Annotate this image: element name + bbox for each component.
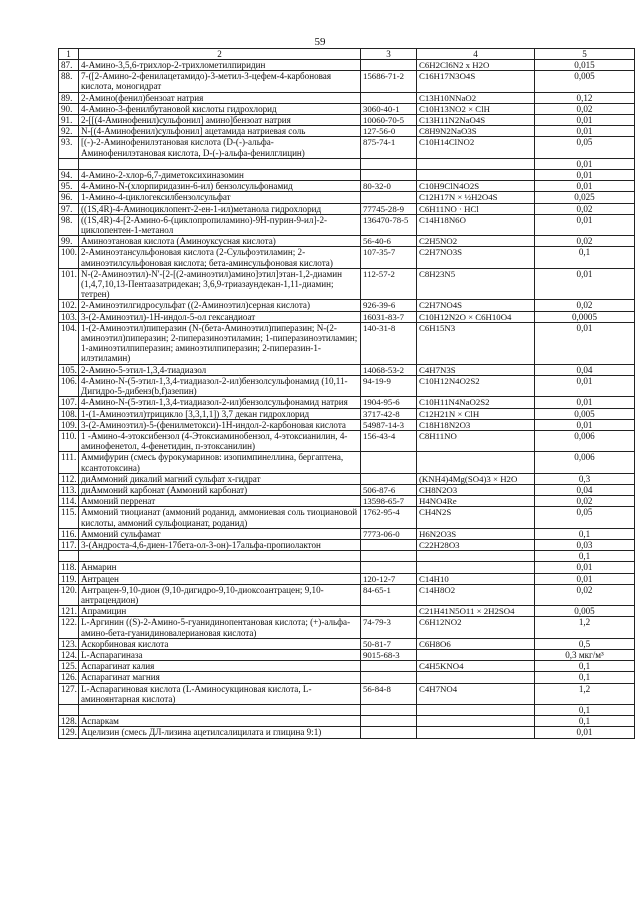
cas-number: 156-43-4 xyxy=(361,430,417,451)
limit-value: 0,01 xyxy=(535,419,635,430)
table-row xyxy=(59,617,635,638)
chemical-formula: C6H2Cl6N2 x H2O xyxy=(417,60,535,71)
chemical-formula: C8H9N2NaO3S xyxy=(417,126,535,137)
chemical-formula xyxy=(417,649,535,660)
substance-name: 2-Аминоэтансульфоновая кислота (2-Сульфоэтиламин; 2-аминоэтилсульфоновая кислота; бета-аминсульфоновая кислота) xyxy=(79,247,361,268)
limit-value: 0,02 xyxy=(535,300,635,311)
row-number: 105. xyxy=(59,364,79,375)
chemical-formula: H6N2O3S xyxy=(417,528,535,539)
limit-value: 0,01 xyxy=(535,181,635,192)
limit-value: 0,12 xyxy=(535,92,635,103)
limit-value: 0,02 xyxy=(535,103,635,114)
substance-name: 1-(1-Аминоэтил)трицикло [3,3,1,1]) 3,7 декан гидрохлорид xyxy=(79,408,361,419)
limit-value: 0,5 xyxy=(535,638,635,649)
chemical-formula xyxy=(417,158,535,169)
chemical-formula: CH8N2O3 xyxy=(417,484,535,495)
substance-name: 4-Амино-N-(5-этил-1,3,4-тиадиазол-2-ил)бензолсульфонамид (10,11-Дигидро-5-дибенз(b,f)азепин) xyxy=(79,375,361,396)
cas-number xyxy=(361,606,417,617)
table-row xyxy=(59,158,635,169)
limit-value: 0,015 xyxy=(535,60,635,71)
cas-number: 80-32-0 xyxy=(361,181,417,192)
chemical-formula: C14H10 xyxy=(417,573,535,584)
cas-number xyxy=(361,562,417,573)
table-row xyxy=(59,539,635,550)
row-number: 129. xyxy=(59,727,79,738)
substance-name: [(-)-2-Аминофенилэтановая кислота (D-(-)-альфа-Аминофенилэтановая кислота, D-(-)-альфа-фенилглицин) xyxy=(79,137,361,158)
substance-name: 2-Амино-5-этил-1,3,4-тиадиазол xyxy=(79,364,361,375)
chemical-formula: C6H15N3 xyxy=(417,322,535,364)
limit-value: 0,01 xyxy=(535,170,635,181)
row-number: 120. xyxy=(59,584,79,605)
chemical-formula: C2H7NO4S xyxy=(417,300,535,311)
substance-name: 4-Амино-3,5,6-трихлор-2-трихлометилпиридин xyxy=(79,60,361,71)
table-row xyxy=(59,573,635,584)
table-row xyxy=(59,672,635,683)
substance-name: ((1S,4R)-4-Аминоциклопент-2-ен-1-ил)метанола гидрохлорид xyxy=(79,203,361,214)
cas-number: 14068-53-2 xyxy=(361,364,417,375)
chemical-formula: C10H11N4NaO2S2 xyxy=(417,397,535,408)
table-row xyxy=(59,236,635,247)
row-number: 119. xyxy=(59,573,79,584)
chemical-formula: C6H8O6 xyxy=(417,638,535,649)
limit-value: 0,1 xyxy=(535,716,635,727)
substance-name: 3-(2-Аминоэтил)-1H-индол-5-ол гександиоат xyxy=(79,311,361,322)
substance-name: Антрацен xyxy=(79,573,361,584)
limit-value: 0,04 xyxy=(535,364,635,375)
cas-number: 16031-83-7 xyxy=(361,311,417,322)
limit-value: 0,01 xyxy=(535,115,635,126)
row-number: 95. xyxy=(59,181,79,192)
table-row xyxy=(59,584,635,605)
substance-name: Аспаркам xyxy=(79,716,361,727)
substance-name: L-Аспарагиназа xyxy=(79,649,361,660)
substance-name: Аспарагинат магния xyxy=(79,672,361,683)
substance-name: L-Аргинин ((S)-2-Амино-5-гуанидинопентановая кислота; (+)-альфа-амино-бета-гуанидиновалериановая кислота) xyxy=(79,617,361,638)
substance-name: Анмарин xyxy=(79,562,361,573)
row-number: 114. xyxy=(59,496,79,507)
cas-number: 54987-14-3 xyxy=(361,419,417,430)
row-number: 113. xyxy=(59,484,79,495)
chemical-formula xyxy=(417,170,535,181)
cas-number: 1762-95-4 xyxy=(361,507,417,528)
row-number: 87. xyxy=(59,60,79,71)
row-number: 126. xyxy=(59,672,79,683)
table-row xyxy=(59,375,635,396)
row-number: 127. xyxy=(59,683,79,704)
column-header-name: 2 xyxy=(79,49,361,60)
row-number: 117. xyxy=(59,539,79,550)
cas-number: 9015-68-3 xyxy=(361,649,417,660)
cas-number: 15686-71-2 xyxy=(361,71,417,92)
chemical-formula: C10H12N2O × C6H10O4 xyxy=(417,311,535,322)
row-number: 123. xyxy=(59,638,79,649)
row-number: 100. xyxy=(59,247,79,268)
table-row xyxy=(59,268,635,300)
table-row xyxy=(59,727,635,738)
cas-number xyxy=(361,192,417,203)
table-row xyxy=(59,214,635,235)
table-row xyxy=(59,528,635,539)
substance-name: 2-Амино(фенил)бензоат натрия xyxy=(79,92,361,103)
table-row xyxy=(59,704,635,715)
chemical-formula xyxy=(417,452,535,473)
table-row xyxy=(59,397,635,408)
limit-value: 0,02 xyxy=(535,496,635,507)
table-row xyxy=(59,562,635,573)
cas-number xyxy=(361,60,417,71)
table-row xyxy=(59,473,635,484)
chemical-formula: C6H11NO · HCl xyxy=(417,203,535,214)
limit-value: 0,005 xyxy=(535,606,635,617)
substance-name: 2-Аминоэтилгидросульфат ((2-Аминоэтил)серная кислота) xyxy=(79,300,361,311)
row-number: 122. xyxy=(59,617,79,638)
substance-name: Аммоний тиоцианат (аммоний роданид, аммониевая соль тиоциановой кислоты, аммоний сульфоцианат, роданид) xyxy=(79,507,361,528)
row-number: 103. xyxy=(59,311,79,322)
limit-value: 0,02 xyxy=(535,203,635,214)
row-number: 93. xyxy=(59,137,79,158)
row-number: 97. xyxy=(59,203,79,214)
table-row xyxy=(59,192,635,203)
limit-value: 0,05 xyxy=(535,507,635,528)
limit-value: 1,2 xyxy=(535,617,635,638)
limit-value: 0,1 xyxy=(535,661,635,672)
chemical-formula xyxy=(417,562,535,573)
chemical-formula: C4H5KNO4 xyxy=(417,661,535,672)
chemical-formula: C8H11NO xyxy=(417,430,535,451)
table-row xyxy=(59,638,635,649)
cas-number xyxy=(361,92,417,103)
chemical-formula: C16H17N3O4S xyxy=(417,71,535,92)
cas-number: 140-31-8 xyxy=(361,322,417,364)
substance-name: диАммоний дикалий магний сульфат х-гидрат xyxy=(79,473,361,484)
table-row xyxy=(59,507,635,528)
substance-name: Аскорбиновая кислота xyxy=(79,638,361,649)
cas-number: 94-19-9 xyxy=(361,375,417,396)
table-row xyxy=(59,661,635,672)
cas-number: 136470-78-5 xyxy=(361,214,417,235)
chemical-formula: C22H28O3 xyxy=(417,539,535,550)
chemical-formula: C10H9ClN4O2S xyxy=(417,181,535,192)
table-row xyxy=(59,551,635,562)
chemical-formula: C10H12N4O2S2 xyxy=(417,375,535,396)
limit-value: 0,01 xyxy=(535,322,635,364)
table-row xyxy=(59,103,635,114)
limit-value: 0,01 xyxy=(535,214,635,235)
substance-name: 3-(2-Аминоэтил)-5-(фенилметокси)-1H-индол-2-карбоновая кислота xyxy=(79,419,361,430)
table-row xyxy=(59,311,635,322)
table-row xyxy=(59,496,635,507)
table-row xyxy=(59,115,635,126)
chemical-formula: C10H14ClNO2 xyxy=(417,137,535,158)
substance-name: Ацелизин (смесь ДЛ-лизина ацетилсалицилата и глицина 9:1) xyxy=(79,727,361,738)
table-row xyxy=(59,247,635,268)
cas-number: 56-40-6 xyxy=(361,236,417,247)
cas-number: 107-35-7 xyxy=(361,247,417,268)
table-row xyxy=(59,181,635,192)
row-number: 98. xyxy=(59,214,79,235)
row-number xyxy=(59,158,79,169)
table-row xyxy=(59,92,635,103)
limit-value: 0,1 xyxy=(535,551,635,562)
chemical-formula: C2H5NO2 xyxy=(417,236,535,247)
limit-value: 0,0005 xyxy=(535,311,635,322)
cas-number xyxy=(361,473,417,484)
limit-value: 0,006 xyxy=(535,430,635,451)
page-number: 59 xyxy=(314,36,326,48)
column-header-number: 1 xyxy=(59,49,79,60)
chemical-formula: C14H8O2 xyxy=(417,584,535,605)
chemical-formula: C13H11N2NaO4S xyxy=(417,115,535,126)
cas-number: 74-79-3 xyxy=(361,617,417,638)
cas-number: 120-12-7 xyxy=(361,573,417,584)
row-number: 112. xyxy=(59,473,79,484)
row-number: 92. xyxy=(59,126,79,137)
substance-name: 4-Амино-N-(хлорпиридазин-6-ил) бензолсульфонамид xyxy=(79,181,361,192)
substance-name: Антрацен-9,10-дион (9,10-дигидро-9,10-диоксоантрацен; 9,10-антрацендион) xyxy=(79,584,361,605)
limit-value: 0,005 xyxy=(535,408,635,419)
table-row xyxy=(59,419,635,430)
chemical-formula: C4H7NO4 xyxy=(417,683,535,704)
column-header-formula: 4 xyxy=(417,49,535,60)
substance-name: N-(2-Аминоэтил)-N'-[2-[(2-аминоэтил)амино]этил]этан-1,2-диамин (1,4,7,10,13-Пентаазатридекан; 3,6,9-триазаундекан-1,11-диамин; тетрен) xyxy=(79,268,361,300)
cas-number: 127-56-0 xyxy=(361,126,417,137)
row-number: 107. xyxy=(59,397,79,408)
row-number: 128. xyxy=(59,716,79,727)
limit-value: 0,01 xyxy=(535,727,635,738)
chemical-formula: C4H7N3S xyxy=(417,364,535,375)
limit-value: 0,01 xyxy=(535,397,635,408)
cas-number xyxy=(361,551,417,562)
chemical-formula: C8H23N5 xyxy=(417,268,535,300)
substance-name: 1-Амино-4-циклогексилбензолсульфат xyxy=(79,192,361,203)
row-number: 102. xyxy=(59,300,79,311)
table-row xyxy=(59,683,635,704)
cas-number: 506-87-6 xyxy=(361,484,417,495)
limit-value: 0,1 xyxy=(535,528,635,539)
substance-name: L-Аспарагиновая кислота (L-Аминосукциновая кислота, L-аминоянтарная кислота) xyxy=(79,683,361,704)
chemical-formula: C6H12NO2 xyxy=(417,617,535,638)
limit-value: 0,01 xyxy=(535,268,635,300)
substance-name: Апрамицин xyxy=(79,606,361,617)
row-number xyxy=(59,551,79,562)
row-number: 121. xyxy=(59,606,79,617)
table-row xyxy=(59,408,635,419)
table-header-row xyxy=(59,49,635,60)
table-row xyxy=(59,322,635,364)
row-number: 91. xyxy=(59,115,79,126)
limit-value: 0,03 xyxy=(535,539,635,550)
limit-value: 1,2 xyxy=(535,683,635,704)
substance-name: 3-(Андроста-4,6-диен-17бета-ол-3-он)-17альфа-пропиолактон xyxy=(79,539,361,550)
substance-name: ((1S,4R)-4-[2-Амино-6-(циклопропиламино)-9H-пурин-9-ил]-2-циклопентен-1-метанол xyxy=(79,214,361,235)
substance-name: N-[(4-Аминофенил)сульфонил] ацетамида натриевая соль xyxy=(79,126,361,137)
chemical-formula: C12H17N × ½H2O4S xyxy=(417,192,535,203)
substance-name: диАммоний карбонат (Аммоний карбонат) xyxy=(79,484,361,495)
cas-number: 3717-42-8 xyxy=(361,408,417,419)
table-row xyxy=(59,484,635,495)
substance-name: 4-Амино-2-хлор-6,7-диметоксихиназомин xyxy=(79,170,361,181)
substance-name: 2-[[(4-Аминофенил)сульфонил] амино]бензоат натрия xyxy=(79,115,361,126)
row-number: 104. xyxy=(59,322,79,364)
cas-number: 50-81-7 xyxy=(361,638,417,649)
limit-value: 0,1 xyxy=(535,672,635,683)
substance-name: Аспарагинат калия xyxy=(79,661,361,672)
table-row xyxy=(59,126,635,137)
table-row xyxy=(59,71,635,92)
row-number: 94. xyxy=(59,170,79,181)
chemical-formula xyxy=(417,727,535,738)
row-number: 96. xyxy=(59,192,79,203)
substance-name: Аммоний перренат xyxy=(79,496,361,507)
row-number: 101. xyxy=(59,268,79,300)
cas-number: 84-65-1 xyxy=(361,584,417,605)
row-number: 90. xyxy=(59,103,79,114)
cas-number: 926-39-6 xyxy=(361,300,417,311)
table-row xyxy=(59,137,635,158)
substance-name: 4-Амино-N-(5-этил-1,3,4-тиадиазол-2-ил)бензолсульфонамид натрия xyxy=(79,397,361,408)
table-row xyxy=(59,364,635,375)
limit-value: 0,04 xyxy=(535,484,635,495)
table-row xyxy=(59,716,635,727)
substance-name: Аминоэтановая кислота (Аминоуксусная кислота) xyxy=(79,236,361,247)
table-row xyxy=(59,60,635,71)
table-body xyxy=(59,60,635,739)
limit-value: 0,02 xyxy=(535,236,635,247)
table-row xyxy=(59,170,635,181)
row-number: 118. xyxy=(59,562,79,573)
cas-number: 56-84-8 xyxy=(361,683,417,704)
limit-value: 0,02 xyxy=(535,584,635,605)
limit-value: 0,01 xyxy=(535,158,635,169)
column-header-value: 5 xyxy=(535,49,635,60)
table-row xyxy=(59,300,635,311)
cas-number: 13598-65-7 xyxy=(361,496,417,507)
table-row xyxy=(59,649,635,660)
substance-name xyxy=(79,704,361,715)
substance-name: Аммифурин (смесь фурокумаринов: изопимпинеллина, бергаптена, ксантотоксина) xyxy=(79,452,361,473)
row-number: 116. xyxy=(59,528,79,539)
chemical-formula: C21H41N5O11 × 2H2SO4 xyxy=(417,606,535,617)
cas-number xyxy=(361,727,417,738)
cas-number: 112-57-2 xyxy=(361,268,417,300)
substance-name: 1 -Амино-4-этоксибензол (4-Этоксиаминобензол, 4-этоксианилин, 4-аминофенетол, 4-фенетидин, п-этоксанилин) xyxy=(79,430,361,451)
limit-value: 0,005 xyxy=(535,71,635,92)
limit-value: 0,05 xyxy=(535,137,635,158)
table-row xyxy=(59,430,635,451)
cas-number xyxy=(361,704,417,715)
limit-value: 0,1 xyxy=(535,247,635,268)
row-number: 88. xyxy=(59,71,79,92)
cas-number xyxy=(361,539,417,550)
cas-number xyxy=(361,716,417,727)
substance-name xyxy=(79,158,361,169)
row-number: 110. xyxy=(59,430,79,451)
limit-value: 0,3 xyxy=(535,473,635,484)
chemical-formula: H4NO4Re xyxy=(417,496,535,507)
row-number: 89. xyxy=(59,92,79,103)
limit-value: 0,01 xyxy=(535,573,635,584)
chemical-formula: CH4N2S xyxy=(417,507,535,528)
substance-name: 1-(2-Аминоэтил)пиперазин (N-(бета-Аминоэтил)пиперазин; N-(2-аминоэтил)пиперазин; 2-пиперазиноэтиламин; 1-пиперазиноэтиламин; 1-аминоэтилпиперазин; аминоэтилпиперазин; 2-пиперазин-1-илэтиламин) xyxy=(79,322,361,364)
chemical-formula: C2H7NO3S xyxy=(417,247,535,268)
limit-value: 0,006 xyxy=(535,452,635,473)
row-number: 115. xyxy=(59,507,79,528)
substance-name xyxy=(79,551,361,562)
row-number: 108. xyxy=(59,408,79,419)
cas-number xyxy=(361,672,417,683)
limit-value: 0,3 мкг/м³ xyxy=(535,649,635,660)
chemical-formula: C12H21N × ClH xyxy=(417,408,535,419)
chemical-formula xyxy=(417,716,535,727)
limit-value: 0,01 xyxy=(535,375,635,396)
cas-number: 10060-70-5 xyxy=(361,115,417,126)
row-number: 111. xyxy=(59,452,79,473)
cas-number: 7773-06-0 xyxy=(361,528,417,539)
chemical-formula xyxy=(417,672,535,683)
cas-number xyxy=(361,170,417,181)
row-number: 125. xyxy=(59,661,79,672)
cas-number: 875-74-1 xyxy=(361,137,417,158)
limit-value: 0,01 xyxy=(535,562,635,573)
substance-name: Аммоний сульфамат xyxy=(79,528,361,539)
cas-number: 77745-28-9 xyxy=(361,203,417,214)
table-row xyxy=(59,452,635,473)
cas-number: 3060-40-1 xyxy=(361,103,417,114)
chemical-formula xyxy=(417,551,535,562)
chemical-formula: (KNH4)4Mg(SO4)3 × H2O xyxy=(417,473,535,484)
cas-number: 1904-95-6 xyxy=(361,397,417,408)
cas-number xyxy=(361,452,417,473)
substance-name: 7-([2-Амино-2-фенилацетамидо)-3-метил-3-цефем-4-карбоновая кислота, моногидрат xyxy=(79,71,361,92)
chemical-formula: C13H10NNaO2 xyxy=(417,92,535,103)
table-row xyxy=(59,606,635,617)
row-number: 109. xyxy=(59,419,79,430)
chemical-formula xyxy=(417,704,535,715)
column-header-cas: 3 xyxy=(361,49,417,60)
limit-value: 0,01 xyxy=(535,126,635,137)
row-number: 124. xyxy=(59,649,79,660)
chemical-formula: C10H13NO2 × ClH xyxy=(417,103,535,114)
row-number: 99. xyxy=(59,236,79,247)
cas-number xyxy=(361,158,417,169)
substances-table xyxy=(58,48,635,739)
limit-value: 0,1 xyxy=(535,704,635,715)
row-number: 106. xyxy=(59,375,79,396)
chemical-formula: C18H18N2O3 xyxy=(417,419,535,430)
limit-value: 0,025 xyxy=(535,192,635,203)
chemical-formula: C14H18N6O xyxy=(417,214,535,235)
row-number xyxy=(59,704,79,715)
cas-number xyxy=(361,661,417,672)
table-row xyxy=(59,203,635,214)
substance-name: 4-Амино-3-фенилбутановой кислоты гидрохлорид xyxy=(79,103,361,114)
